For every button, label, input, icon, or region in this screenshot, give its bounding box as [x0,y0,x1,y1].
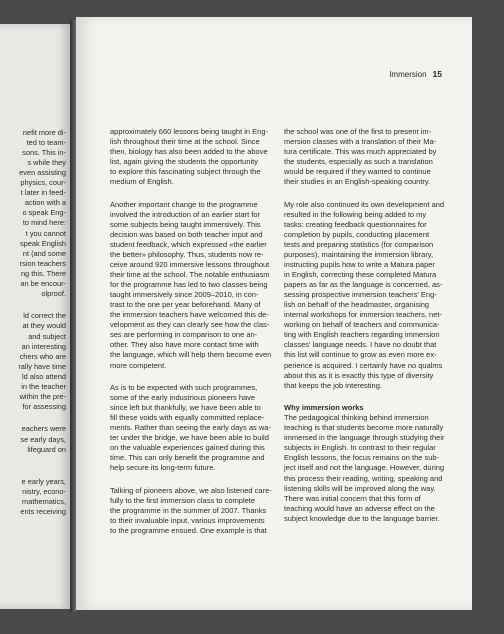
text-line: Talking of pioneers above, we also listened care- [110,486,272,495]
text-line: would be required if they wanted to continue [284,167,431,177]
text-line: purposes), maintaining the immersion library, [284,250,434,260]
text-line: medium of English. [110,177,174,187]
paragraph-gap [284,187,452,200]
left-page-fragment-line: an interesting [21,341,66,351]
text-line: list, again giving the students the opportunity [110,157,259,167]
left-page-fragment-line: ng this. There [20,268,66,278]
left-page-fragment-line: sons. This in- [22,148,66,158]
paragraph [110,383,282,473]
left-page-fragment-line: s while they [27,158,66,168]
text-line: ter under the bridge, we have been able to build [110,433,269,443]
text-line: for the programme has led to two classes being [110,280,268,290]
text-line: taught immersively since 2009–2010, in con- [110,290,259,300]
text-line: the students, especially as such a translation [284,157,433,167]
left-page-fragment-line: ents receiving [20,507,66,517]
text-line: immersed in the language through studying their [284,433,445,443]
text-line: help secure its long-term future. [110,463,216,473]
text-line: instructing pupils how to write a Matura paper [284,260,435,270]
left-page-fragment-line: nt (and some [22,248,66,258]
text-line: tests and preparing statistics (for comparison [284,239,434,249]
left-page-fragment-line: ld correct the [23,311,66,321]
text-line: The pedagogical thinking behind immersion [284,413,429,423]
text-line: this process their reading, writing, speaking and [284,473,443,483]
text-line: fill these voids with equally committed replace- [110,413,265,423]
text-line: the language, which will help them become even [110,350,272,360]
text-line: ceive around 920 immersive lessons throughout [110,260,270,270]
left-page-fragment-line: ld also attend [22,371,66,381]
left-page-fragment-line: rally have time [18,361,66,371]
text-line: My role also continued its own development and [284,199,445,209]
text-line: their studies in an English-speaking country. [284,177,431,187]
text-line: about this as it is exactly this type of diversity [284,370,434,380]
left-page-fragment-line: eachers were [21,424,66,434]
text-line: on the valuable experiences gained during this [110,443,265,453]
left-page-fragment-line: chers who are [19,351,66,361]
text-line: their time at the school. The notable enthusiasm [110,270,270,280]
left-page [0,24,70,609]
left-page-fragment-line: physics, cour- [20,178,66,188]
paragraph [284,403,452,524]
left-page-fragment-line: within the pre- [19,391,66,401]
text-line: papers as far as the language is concerned, as- [284,280,443,290]
text-line: other. They also have more contact time with [110,340,259,350]
text-column-right [284,127,452,524]
text-line: to explore this fascinating subject through the [110,167,261,177]
text-line: student feedback, which expressed «the earlier [110,239,267,249]
text-line: to the programme ensued. One example is that [110,526,267,536]
text-line: working on behalf of teachers and communica- [284,320,440,330]
text-line: fully to the first immersion class to complete [110,496,256,506]
running-header [389,69,442,79]
left-page-fragment-line: olproof. [41,288,66,298]
text-line: teaching is that students become more naturally [284,423,444,433]
paragraph-gap [110,187,282,200]
text-line: English lessons, the focus remains on the sub- [284,453,440,463]
text-line: in English, correcting these completed Matura [284,270,437,280]
left-page-fragment-line: speak English [19,238,66,248]
text-line: Another important change to the programme [110,199,258,209]
left-page-fragment-line: action with a [24,198,66,208]
text-line: some of the early industrious pioneers have [110,393,256,403]
paragraph-gap [110,474,282,487]
left-page-fragment-line: and subject [28,331,66,341]
text-line: internal workshops for immersion teachers, net- [284,310,442,320]
text-line: some subjects being taught immersively. This [110,219,261,229]
text-line: perience is acquired. I certainly have no qualms [284,360,443,370]
text-line: since left but thankfully, we have been able to [110,403,261,413]
paragraph [110,200,282,371]
text-line: this list will continue to grow as even more ex- [284,350,437,360]
text-line: tasks: creating feedback questionnaires for [284,219,427,229]
text-line: As is to be expected with such programmes, [110,383,258,393]
left-page-fragment-line: even assisting [19,168,66,178]
text-line: more competent. [110,360,167,370]
page-number: 15 [432,69,442,79]
right-page [76,17,472,610]
paragraph [110,127,282,187]
text-line: to their invaluable input, various improvements [110,516,265,526]
left-page-fragment-line: mathematics, [22,497,66,507]
text-line: velopment as they can clearly see how the clas- [110,320,270,330]
left-page-fragment-line: at they would [22,321,66,331]
left-page-fragment-line: ted to team- [26,138,66,148]
text-column-left [110,127,282,536]
running-header-title: Immersion [389,70,427,79]
text-line: subject knowledge due to the language barrier. [284,513,440,523]
text-line: lish on behalf of the headmaster, organising [284,300,430,310]
text-line: sessing prospective immersion teachers' Eng- [284,290,437,300]
text-line: ting with English teachers regarding immersion [284,330,440,340]
paragraph [284,200,452,391]
text-line: approximately 660 lessons being taught in Eng- [110,127,269,136]
text-line: that keeps the job interesting. [284,380,382,390]
paragraph [284,127,452,187]
text-line: listening skills will be improved along the way. [284,483,436,493]
text-line: decision was based on both teacher input and [110,229,263,239]
text-line: lish throughout their time at the school. Since [110,137,260,147]
text-line: resulted in the following being added to my [284,209,427,219]
paragraph [110,486,282,536]
text-line: teaching would have an adverse effect on the [284,503,435,513]
left-page-fragment-line: to mind here: [22,218,66,228]
left-page-fragment-line: t later in feed- [20,188,66,198]
text-line: the programme in the summer of 2007. Thanks [110,506,267,516]
left-page-fragment-line: lifeguard on [27,444,66,454]
left-page-fragment-line: t you cannot [25,228,66,238]
left-page-fragment-line: e early years, [21,477,66,487]
paragraph-gap [284,391,452,404]
section-heading: Why immersion works [284,403,364,413]
text-line: time. This can only benefit the programme and [110,453,265,463]
text-line: classes' language needs. I have no doubt that [284,340,437,350]
left-page-fragment-line: in the teacher [21,381,66,391]
left-page-fragment-line: an be encour- [20,278,66,288]
left-page-fragment-line: o speak Eng- [22,208,66,218]
left-page-fragment-line: nefit more di- [22,128,66,137]
left-page-fragment-line: rsion teachers [19,258,66,268]
text-line: involved the introduction of an earlier start for [110,209,261,219]
text-line: mersion classes with a translation of their Ma- [284,137,437,147]
text-line: the better» philosophy. Thus, students now re- [110,250,264,260]
text-line: subjects in English. In contrast to their regular [284,443,436,453]
text-line: ses are performing in comparison to one an- [110,330,258,340]
left-page-fragment-line: for assessing [22,401,66,411]
text-line: There was initial concern that this form of [284,493,421,503]
text-line: the immersion teachers have welcomed this de- [110,310,269,320]
text-line: the school was one of the first to present im- [284,127,432,136]
left-page-fragment-line: nistry, econo- [22,487,66,497]
text-line: ject itself and not the language. However, during [284,463,445,473]
text-line: ments. Rather than seeing the early days as wa- [110,423,271,433]
text-line: then, biology has also been added to the above [110,147,268,157]
text-line: completion by pupils, conducting placement [284,229,430,239]
paragraph-gap [110,371,282,384]
text-line: tura certificate. This was much appreciated by [284,147,437,157]
left-page-fragment-line: se early days, [20,434,66,444]
text-line: trast to the one per year beforehand. Many of [110,300,261,310]
